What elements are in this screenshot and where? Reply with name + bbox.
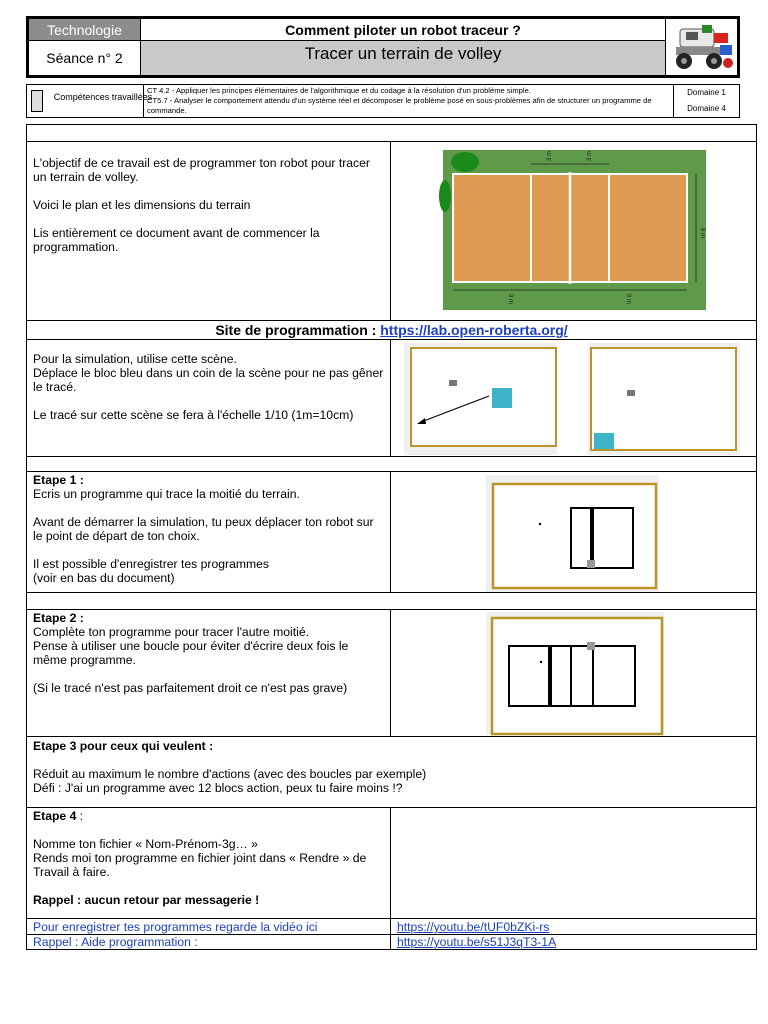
blue-block-corner (594, 433, 614, 449)
video-link[interactable]: https://youtu.be/tUF0bZKi-rs (397, 920, 550, 934)
sim-p3: Le tracé sur cette scène se fera à l'échelle 1/10 (1m=10cm) (33, 408, 354, 422)
competences-label: Compétences travaillées (53, 92, 153, 102)
video-link-cell (390, 918, 757, 935)
competence-item: CT5.7 - Analyser le comportement attendu d'un système réel et décomposer le problème posé en sous-problèmes afin de structurer un programme de commande. (147, 96, 652, 115)
sim-p1: Pour la simulation, utilise cette scène. (33, 352, 237, 366)
dim-bottom-1: 9 m (507, 294, 513, 305)
etape3-box (26, 736, 757, 808)
intro-p3: Lis entièrement ce document avant de commencer la programmation. (33, 226, 320, 254)
site-label: Site de programmation : (215, 322, 381, 338)
court-plan-cell (390, 141, 757, 321)
etape2-l3: (Si le tracé n'est pas parfaitement droit ce n'est pas grave) (33, 681, 348, 695)
etape3-title: Etape 3 pour ceux qui veulent : (33, 739, 214, 753)
domain-item: Domaine 4 (687, 104, 726, 113)
page-title: Tracer un terrain de volley (141, 41, 665, 75)
site-row (26, 320, 757, 340)
etape4-empty (390, 807, 757, 919)
etape1-l1: Ecris un programme qui trace la moitié du terrain. (33, 487, 300, 501)
etape2-l1: Complète ton programme pour tracer l'autre moitié. (33, 625, 309, 639)
etape1-l3: Il est possible d'enregistrer tes programmes (33, 557, 270, 571)
competences-list (143, 85, 693, 117)
etape2-image-cell (390, 609, 757, 737)
etape1-image-cell (390, 471, 757, 593)
blue-block (492, 388, 512, 408)
video-label: Pour enregistrer tes programmes regarde la vidéo ici (26, 918, 391, 935)
dim-bottom-2: 9 m (625, 294, 631, 305)
etape3-l2: Défi : J'ai un programme avec 12 blocs action, peux tu faire moins !? (33, 781, 403, 795)
etape2-l2: Pense à utiliser une boucle pour éviter d'écrire deux fois le même programme. (33, 639, 349, 667)
competence-item: CT 4.2 - Appliquer les principes élémentaires de l'algorithmique et du codage à la résolution d'un problème simple. (147, 86, 531, 95)
etape1-scene (391, 472, 756, 592)
etape1-l2: Avant de démarrer la simulation, tu peux déplacer ton robot sur le point de départ de ton choix. (33, 515, 374, 543)
intro-p1: L'objectif de ce travail est de programmer ton robot pour tracer un terrain de volley. (33, 156, 370, 184)
etape4-l2: Rends moi ton programme en fichier joint dans « Rendre » de Travail à faire. (33, 851, 367, 879)
empty-row (26, 124, 757, 142)
simulation-text (26, 339, 391, 457)
question-title: Comment piloter un robot traceur ? (141, 19, 665, 41)
intro-p2: Voici le plan et les dimensions du terrain (33, 198, 251, 212)
etape2-title: Etape 2 : (33, 611, 84, 625)
site-link[interactable]: https://lab.open-roberta.org/ (380, 322, 568, 338)
simulation-images-cell (390, 339, 757, 457)
simulation-scenes (391, 340, 756, 456)
etape4-title: Etape 4 (33, 809, 77, 823)
help-label: Rappel : Aide programmation : (26, 934, 391, 950)
etape1-l4: (voir en bas du document) (33, 571, 175, 585)
spacer-row (26, 592, 757, 610)
subject-label: Technologie (29, 19, 141, 41)
etape4-l3: Rappel : aucun retour par messagerie ! (33, 893, 260, 907)
header-box (26, 16, 740, 78)
etape4-l1: Nomme ton fichier « Nom-Prénom-3g… » (33, 837, 258, 851)
spacer-row (26, 456, 757, 472)
etape4-colon: : (76, 809, 84, 823)
etape1-title: Etape 1 : (33, 473, 84, 487)
help-link[interactable]: https://youtu.be/s51J3qT3-1A (397, 935, 557, 949)
competences-box (26, 84, 740, 118)
domain-item: Domaine 1 (687, 88, 726, 97)
dim-top-1: 3 m (547, 150, 553, 161)
robot-image (665, 19, 737, 75)
etape2-text (26, 609, 391, 737)
domains (673, 85, 739, 117)
checkbox-square (31, 90, 43, 112)
court-plan (391, 142, 756, 320)
dim-top-2: 3 m (587, 150, 593, 161)
intro-text (26, 141, 391, 321)
etape2-scene (391, 610, 756, 736)
etape4-text (26, 807, 391, 919)
dim-side: 9 m (699, 228, 705, 239)
etape3-l1: Réduit au maximum le nombre d'actions (avec des boucles par exemple) (33, 767, 427, 781)
sim-p2: Déplace le bloc bleu dans un coin de la scène pour ne pas gêner le tracé. (33, 366, 384, 394)
etape1-text (26, 471, 391, 593)
help-link-cell (390, 934, 757, 950)
session-label: Séance n° 2 (29, 41, 141, 75)
